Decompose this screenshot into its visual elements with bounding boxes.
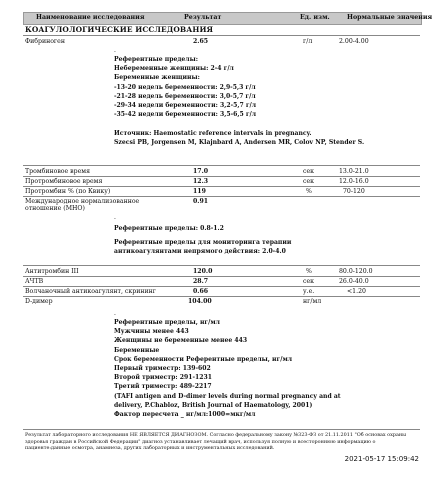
row-unit-prothrombin-percent: % <box>306 188 312 195</box>
divider <box>23 176 420 177</box>
row-name-fibrinogen: Фибриноген <box>25 38 65 45</box>
row-name-thrombin-time: Тромбиновое время <box>25 168 90 175</box>
row-name-prothrombin-time: Протромбиновое время <box>25 178 103 185</box>
row-name-inr: Международное нормализованное отношение (МНО) <box>25 198 140 213</box>
row-result-d-dimer: 104.00 <box>188 298 212 305</box>
row-unit-aptt: сек <box>303 278 314 285</box>
row-unit-lupus: у.е. <box>303 288 315 295</box>
row-result-prothrombin-percent: 119 <box>193 188 206 195</box>
row-name-antithrombin: Антитромбин III <box>25 268 79 275</box>
row-result-aptt: 28.7 <box>193 278 209 285</box>
row-unit-prothrombin-time: сек <box>303 178 314 185</box>
row-ref-aptt: 26.0-40.0 <box>339 278 369 285</box>
row-ref-antithrombin: 80.0-120.0 <box>339 268 373 275</box>
row-result-prothrombin-time: 12.3 <box>193 178 209 185</box>
divider <box>23 429 420 430</box>
timestamp: 2021-05-17 15:09:42 <box>344 455 419 463</box>
section-title: КОАГУЛОЛОГИЧЕСКИЕ ИССЛЕДОВАНИЯ <box>25 25 214 34</box>
note-marker: . <box>114 310 116 317</box>
disclaimer: Результат лабораторного исследования НЕ ЯВЛЯЕТСЯ ДИАГНОЗОМ. Согласно федеральному закону №323-ФЗ от 21.11.2011 "Об основах охраны здоровья граждан в Российской Федерации" диагноз устанавливает лечащий врач, используя полную и всестороннюю информацию о пациенте:данные осмотра, анамнеза, других лабораторных и инструментальных исследований. <box>25 432 407 452</box>
row-name-aptt: АЧТВ <box>25 278 44 285</box>
divider <box>23 265 420 266</box>
row-ref-lupus: <1.20 <box>347 288 366 295</box>
row-name-lupus: Волчаночный антикоагулянт, скрининг <box>25 288 156 295</box>
col-header-ref: Нормальные значения <box>347 14 433 21</box>
divider <box>23 186 420 187</box>
divider <box>23 286 420 287</box>
row-unit-d-dimer: нг/мл <box>303 298 322 305</box>
row-ref-thrombin-time: 13.0-21.0 <box>339 168 369 175</box>
row-result-thrombin-time: 17.0 <box>193 168 209 175</box>
row-ref-fibrinogen: 2.00-4.00 <box>339 38 369 45</box>
d-dimer-note: Референтные пределы, нг/мл Мужчины менее 443 Женщины не беременные менее 443 Беременные Срок беременности Референтные пределы, нг/мл Первый триместр: 139-602 Второй триместр: 291-1231 Третий триместр: 489-2217 (TAFI antigen and D-dimer levels during normal pregnancy and at delivery, P.Chabloz, British Journal of Haematology, 2001) Фактор пересчета _ нг/мл:1000=мкг/мл <box>114 319 341 418</box>
note-marker: . <box>114 47 116 54</box>
divider <box>23 35 420 36</box>
divider <box>23 276 420 277</box>
col-header-name: Наименование исследования <box>36 14 145 21</box>
col-header-result: Результат <box>184 14 222 21</box>
divider <box>23 196 420 197</box>
row-result-fibrinogen: 2.65 <box>193 38 209 45</box>
row-unit-fibrinogen: г/л <box>303 38 313 45</box>
row-result-antithrombin: 120.0 <box>193 268 213 275</box>
table-header <box>23 12 433 25</box>
row-name-prothrombin-percent: Протромбин % (по Квику) <box>25 188 111 195</box>
col-header-unit: Ед. изм. <box>300 14 330 21</box>
note-marker: . <box>114 214 116 221</box>
divider <box>23 165 420 166</box>
row-name-d-dimer: D-димер <box>25 298 53 305</box>
inr-note: Референтные пределы: 0.8-1.2 Референтные пределы для мониторинга терапии антикоагулянтами непрямого действия: 2.0-4.0 <box>114 225 292 256</box>
row-unit-thrombin-time: сек <box>303 168 314 175</box>
divider <box>23 296 420 297</box>
row-ref-prothrombin-time: 12.0-16.0 <box>339 178 369 185</box>
row-ref-prothrombin-percent: 70-120 <box>343 188 365 195</box>
row-unit-antithrombin: % <box>306 268 312 275</box>
fibrinogen-note: Референтные пределы: Небеременные женщины: 2-4 г/л Беременные женщины: -13-20 недель беременности: 2,9-5,3 г/л -21-28 недель беременности: 3,0-5,7 г/л -29-34 недели беременности: 3,2-5,7 г/л -35-42 недели беременности: 3,5-6,5 г/л Источник: Haemostatic reference intervals in pregnancy. Szecsi PB, Jorgensen M, Klajnbard A, Andersen MR, Colov NP, Stender S. <box>114 56 365 146</box>
row-result-inr: 0.91 <box>193 198 209 205</box>
row-result-lupus: 0.66 <box>193 288 209 295</box>
